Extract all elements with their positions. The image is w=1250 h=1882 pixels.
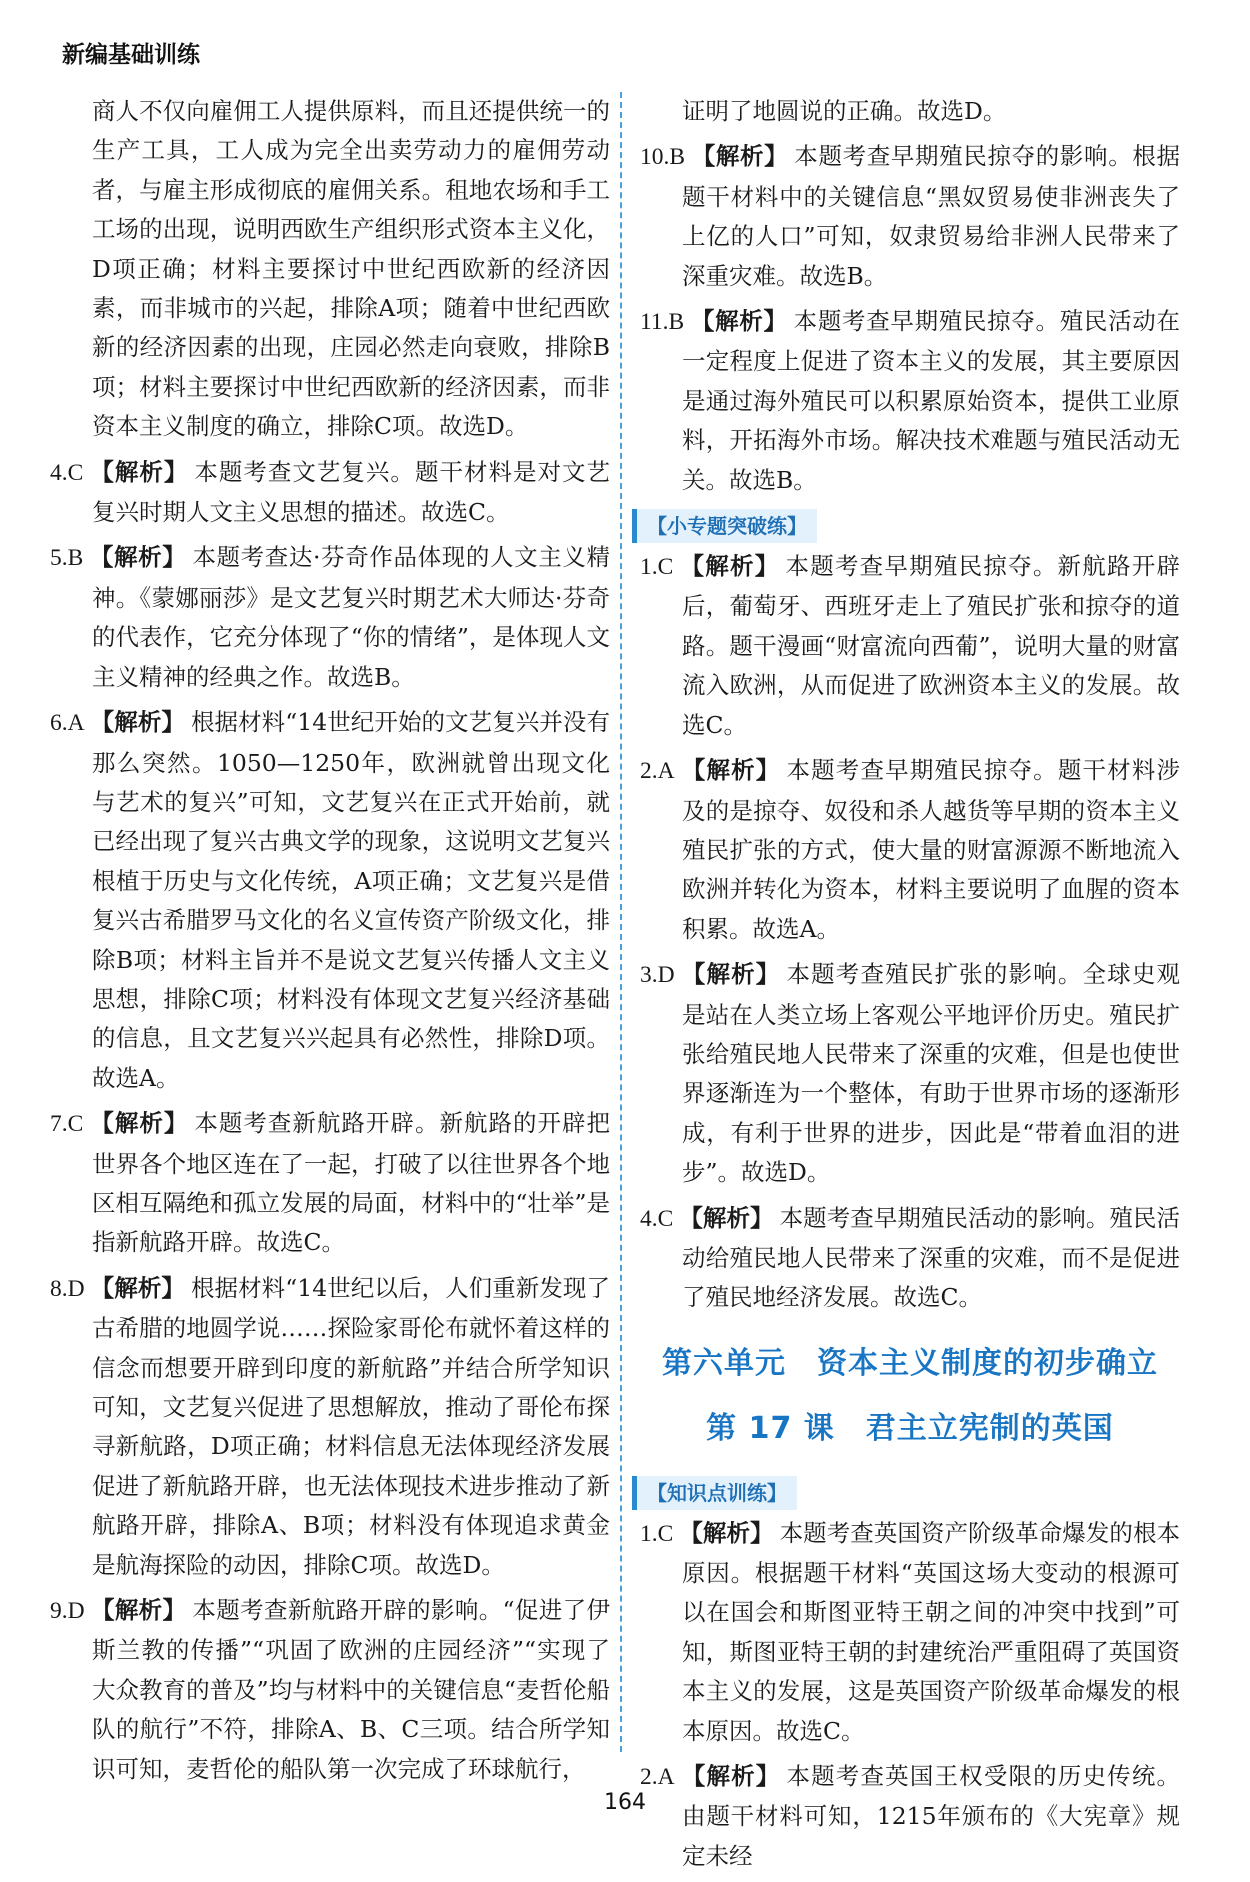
answer-number: 9.D [50,1598,85,1625]
answer-text: 本题考查英国资产阶级革命爆发的根本原因。根据题干材料“英国这场大变动的根源可以在国会和斯图亚特王朝之间的冲突中找到”可知，斯图亚特王朝的封建统治严重阻碍了英国资本主义的发展，这是英国资产阶级革命爆发的根本原因。故选C。 [682,1518,1181,1745]
answer-number: 2.A [640,1764,675,1791]
page-number: 164 [604,1790,646,1815]
answer-item [640,955,1180,1192]
answer-continuation: 商人不仅向雇佣工人提供原料，而且还提供统一的生产工具，工人成为完全出卖劳动力的雇佣劳动者，与雇主形成彻底的雇佣关系。租地农场和手工工场的出现，说明西欧生产组织形式资本主义化，D项正确；材料主要探讨中世纪西欧新的经济因素，而非城市的兴起，排除A项；随着中世纪西欧新的经济因素的出现，庄园必然走向衰败，排除B项；材料主要探讨中世纪西欧新的经济因素，而非资本主义制度的确立，排除C项。故选D。 [92,97,610,441]
analysis-tag: 【解析】 [90,1273,185,1302]
answer-continuation: 证明了地圆说的正确。故选D。 [682,97,1007,125]
answer-item [50,538,610,697]
analysis-tag: 【解析】 [679,1518,774,1547]
analysis-tag: 【解析】 [680,756,781,785]
answer-text: 本题考查文艺复兴。题干材料是对文艺复兴时期人文主义思想的描述。故选C。 [92,457,611,527]
answer-number: 1.C [640,1520,674,1547]
answer-number: 6.A [50,710,85,737]
analysis-tag: 【解析】 [679,552,780,581]
answer-text: 根据材料“14世纪以后，人们重新发现了古希腊的地圆学说……探险家哥伦布就怀着这样的信念而想要开辟到印度的新航路”并结合所学知识可知，文艺复兴促进了思想解放，推动了哥伦布探寻新航路，D项正确；材料信息无法体现经济发展促进了新航路开辟，也无法体现技术进步推动了新航路开辟，排除A、B项；材料没有体现追求黄金是航海探险的动因，排除C项。故选D。 [92,1273,611,1579]
left-column [50,92,610,1795]
answer-number: 2.A [640,758,675,785]
answer-item [640,1514,1180,1751]
analysis-tag: 【解析】 [690,307,788,336]
answer-text: 本题考查达·芬奇作品体现的人文主义精神。《蒙娜丽莎》是文艺复兴时期艺术大师达·芬奇的代表作，它充分体现了“你的情绪”，是体现人文主义精神的经典之作。故选B。 [92,543,610,691]
analysis-tag: 【解析】 [680,1762,781,1791]
book-title: 新编基础训练 [62,42,200,68]
analysis-tag: 【解析】 [691,142,789,171]
lesson-title: 第 17 课 君主立宪制的英国 [706,1411,1114,1447]
answer-text: 根据材料“14世纪开始的文艺复兴并没有那么突然。1050—1250年，欧洲就曾出现文化与艺术的复兴”可知，文艺复兴在正式开始前，就已经出现了复兴古典文学的现象，这说明文艺复兴根植于历史与文化传统，A项正确；文艺复兴是借复兴古希腊罗马文化的名义宣传资产阶级文化，排除B项；材料主旨并不是说文艺复兴传播人文主义思想，排除C项；材料没有体现文艺复兴经济基础的信息，且文艺复兴兴起具有必然性，排除D项。故选A。 [92,708,611,1092]
answer-number: 10.B [640,144,686,171]
answer-text: 本题考查殖民扩张的影响。全球史观是站在人类立场上客观公平地评价历史。殖民扩张给殖民地人民带来了深重的灾难，但是也使世界逐渐连为一个整体，有助于世界市场的逐渐形成，有利于世界的进步，因此是“带着血泪的进步”。故选D。 [682,960,1181,1187]
answer-item [640,547,1180,745]
answer-item [50,1104,610,1263]
answer-item [50,1591,610,1789]
analysis-tag: 【解析】 [680,960,781,989]
answer-item [640,137,1180,296]
answer-number: 5.B [50,545,84,572]
answer-item [50,1269,610,1585]
answer-text: 本题考查早期殖民掠夺。新航路开辟后，葡萄牙、西班牙走上了殖民扩张和掠夺的道路。题干漫画“财富流向西葡”，说明大量的财富流入欧洲，从而促进了欧洲资本主义的发展。故选C。 [682,552,1180,739]
answer-text: 本题考查英国王权受限的历史传统。由题干材料可知，1215年颁布的《大宪章》规定未经 [682,1762,1181,1870]
answer-number: 7.C [50,1111,84,1138]
section-heading-knowledge-practice: 【知识点训练】 [632,1476,797,1510]
answer-text: 本题考查新航路开辟。新航路的开辟把世界各个地区连在了一起，打破了以往世界各个地区相互隔绝和孤立发展的局面，材料中的“壮举”是指新航路开辟。故选C。 [92,1109,611,1257]
answer-number: 1.C [640,554,674,581]
analysis-tag: 【解析】 [90,1596,187,1625]
answer-number: 4.C [640,1205,674,1232]
analysis-tag: 【解析】 [89,457,189,486]
answer-text: 本题考查新航路开辟的影响。“促进了伊斯兰教的传播”“巩固了欧洲的庄园经济”“实现了大众教育的普及”均与材料中的关键信息“麦哲伦船队的航行”不符，排除A、B、C三项。结合所学知识可知，麦哲伦的船队第一次完成了环球航行， [92,1596,611,1783]
answer-item [640,302,1180,500]
answer-number: 4.C [50,459,84,486]
answer-text: 本题考查早期殖民掠夺的影响。根据题干材料中的关键信息“黑奴贸易使非洲丧失了上亿的人口”可知，奴隶贸易给非洲人民带来了深重灾难。故选B。 [682,142,1180,290]
answer-text: 本题考查早期殖民掠夺。殖民活动在一定程度上促进了资本主义的发展，其主要原因是通过海外殖民可以积累原始资本，提供工业原料，开拓海外市场。解决技术难题与殖民活动无关。故选B。 [682,307,1180,494]
answer-item [640,1199,1180,1318]
analysis-tag: 【解析】 [89,543,187,572]
answer-item [640,1757,1180,1876]
analysis-tag: 【解析】 [89,1109,189,1138]
answer-number: 3.D [640,962,675,989]
answer-number: 8.D [50,1275,85,1302]
analysis-tag: 【解析】 [90,708,185,737]
section-heading-topic-practice: 【小专题突破练】 [632,509,817,543]
column-divider [620,92,622,1752]
analysis-tag: 【解析】 [679,1203,774,1232]
answer-item [640,751,1180,949]
unit-title: 第六单元 资本主义制度的初步确立 [662,1345,1158,1381]
answer-item [50,453,610,533]
answer-number: 11.B [640,309,685,336]
answer-item [50,703,610,1098]
answer-text: 本题考查早期殖民掠夺。题干材料涉及的是掠夺、奴役和杀人越货等早期的资本主义殖民扩张的方式，使大量的财富源源不断地流入欧洲并转化为资本，材料主要说明了血腥的资本积累。故选A。 [682,756,1181,943]
answer-text: 本题考查早期殖民活动的影响。殖民活动给殖民地人民带来了深重的灾难，而不是促进了殖民地经济发展。故选C。 [682,1203,1181,1312]
right-column [640,92,1180,1882]
